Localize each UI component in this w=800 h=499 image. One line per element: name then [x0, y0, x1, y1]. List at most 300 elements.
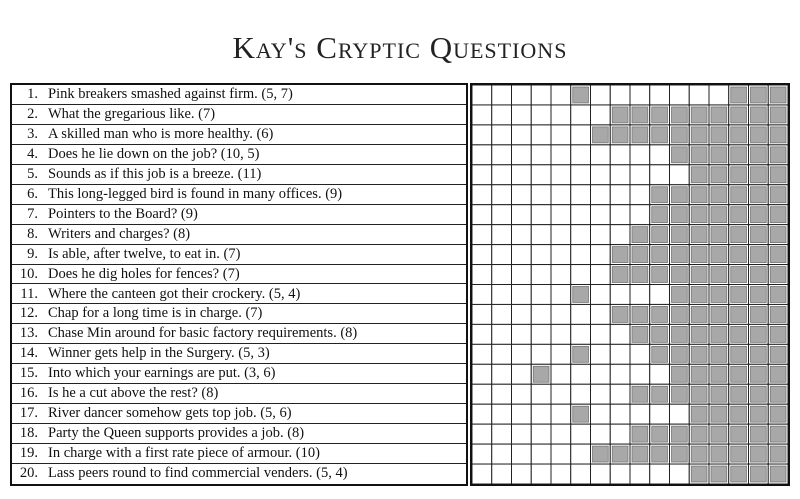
grid-cell[interactable] — [610, 225, 630, 245]
grid-cell[interactable] — [512, 225, 532, 245]
page-title: Kay's Cryptic Questions — [232, 30, 568, 65]
grid-cell[interactable] — [472, 364, 492, 384]
grid-cell[interactable] — [551, 125, 571, 145]
shaded-cell — [711, 127, 727, 143]
shaded-cell — [672, 267, 688, 283]
grid-cell[interactable] — [512, 125, 532, 145]
shaded-cell — [691, 446, 707, 462]
shaded-cell — [691, 107, 707, 123]
clue-number: 6. — [27, 185, 38, 202]
grid-cell[interactable] — [472, 265, 492, 285]
clue-number: 7. — [27, 205, 38, 222]
grid-cell[interactable] — [591, 324, 611, 344]
grid-cell[interactable] — [650, 404, 670, 424]
grid-cell[interactable] — [591, 225, 611, 245]
shaded-cell — [731, 406, 747, 422]
grid-cell[interactable] — [670, 85, 690, 105]
grid-cell[interactable] — [512, 165, 532, 185]
shaded-cell — [632, 247, 648, 263]
grid-cell[interactable] — [472, 285, 492, 305]
shaded-cell — [652, 326, 668, 342]
grid-cell[interactable] — [591, 424, 611, 444]
shaded-cell — [731, 466, 747, 482]
shaded-cell — [751, 167, 767, 183]
grid-cell[interactable] — [512, 324, 532, 344]
grid-cell[interactable] — [610, 185, 630, 205]
grid-cell[interactable] — [472, 105, 492, 125]
clue-text: Pointers to the Board? (9) — [48, 205, 198, 222]
grid-cell[interactable] — [492, 364, 512, 384]
grid-cell[interactable] — [650, 165, 670, 185]
shaded-cell — [751, 87, 767, 103]
clue-text: This long-legged bird is found in many offices. (9) — [48, 185, 343, 202]
shaded-cell — [691, 267, 707, 283]
grid-cell[interactable] — [492, 165, 512, 185]
grid-cell[interactable] — [512, 105, 532, 125]
shaded-cell — [672, 426, 688, 442]
grid-cell[interactable] — [472, 85, 492, 105]
clue-row — [12, 285, 466, 305]
shaded-cell — [731, 267, 747, 283]
grid-cell[interactable] — [531, 344, 551, 364]
shaded-cell — [770, 306, 786, 322]
clue-row — [12, 145, 466, 165]
grid-cell[interactable] — [591, 404, 611, 424]
shaded-cell — [770, 227, 786, 243]
grid-cell[interactable] — [610, 205, 630, 225]
grid-cell[interactable] — [531, 125, 551, 145]
grid-cell[interactable] — [492, 285, 512, 305]
shaded-cell — [770, 386, 786, 402]
shaded-cell — [751, 426, 767, 442]
shaded-cell — [672, 306, 688, 322]
shaded-cell — [770, 147, 786, 163]
grid-cell[interactable] — [571, 424, 591, 444]
clue-row — [12, 304, 466, 324]
shaded-cell — [731, 386, 747, 402]
grid-cell[interactable] — [610, 384, 630, 404]
shaded-cell — [672, 446, 688, 462]
shaded-cell — [731, 287, 747, 303]
grid-svg — [472, 85, 788, 484]
clue-number: 15. — [19, 365, 38, 382]
grid-cell[interactable] — [591, 265, 611, 285]
shaded-cell — [751, 306, 767, 322]
grid-cell[interactable] — [571, 185, 591, 205]
shaded-cell — [731, 346, 747, 362]
grid-cell[interactable] — [591, 105, 611, 125]
grid-cell[interactable] — [531, 205, 551, 225]
grid-cell[interactable] — [492, 384, 512, 404]
grid-cell[interactable] — [492, 424, 512, 444]
grid-cell[interactable] — [551, 105, 571, 125]
shaded-cell — [731, 147, 747, 163]
clue-row — [12, 364, 466, 384]
grid-cell[interactable] — [571, 444, 591, 464]
grid-cell[interactable] — [610, 464, 630, 484]
grid-cell[interactable] — [591, 245, 611, 265]
shaded-cell — [691, 326, 707, 342]
grid-cell[interactable] — [551, 404, 571, 424]
shaded-cell — [770, 267, 786, 283]
shaded-cell — [632, 267, 648, 283]
grid-cell[interactable] — [630, 364, 650, 384]
clue-text: A skilled man who is more healthy. (6) — [48, 125, 274, 142]
clue-number: 10. — [19, 265, 38, 282]
grid-cell[interactable] — [531, 165, 551, 185]
grid-cell[interactable] — [630, 205, 650, 225]
clue-row — [12, 424, 466, 444]
shaded-cell — [751, 366, 767, 382]
shaded-cell — [770, 167, 786, 183]
grid-cell[interactable] — [531, 105, 551, 125]
shaded-cell — [652, 127, 668, 143]
grid-cell[interactable] — [610, 364, 630, 384]
clue-text: Sounds as if this job is a breeze. (11) — [48, 165, 262, 182]
shaded-cell — [711, 366, 727, 382]
grid-cell[interactable] — [571, 245, 591, 265]
shaded-cell — [632, 306, 648, 322]
grid-cell[interactable] — [492, 344, 512, 364]
grid-cell[interactable] — [571, 125, 591, 145]
grid-cell[interactable] — [472, 344, 492, 364]
grid-cell[interactable] — [571, 165, 591, 185]
grid-cell[interactable] — [591, 344, 611, 364]
grid-cell[interactable] — [591, 85, 611, 105]
clue-text: Is able, after twelve, to eat in. (7) — [48, 245, 241, 262]
shaded-cell — [632, 227, 648, 243]
grid-cell[interactable] — [571, 145, 591, 165]
grid-cell[interactable] — [551, 185, 571, 205]
clue-number: 19. — [19, 445, 38, 462]
grid-cell[interactable] — [531, 424, 551, 444]
clue-text: What the gregarious like. (7) — [48, 105, 216, 122]
shaded-cell — [672, 227, 688, 243]
clue-row — [12, 105, 466, 125]
grid-cell[interactable] — [551, 145, 571, 165]
shaded-cell — [711, 466, 727, 482]
grid-cell[interactable] — [551, 245, 571, 265]
grid-cell[interactable] — [531, 85, 551, 105]
grid-cell[interactable] — [492, 205, 512, 225]
grid-cell[interactable] — [630, 464, 650, 484]
shaded-cell — [751, 386, 767, 402]
grid-cell[interactable] — [531, 404, 551, 424]
grid-cell[interactable] — [610, 344, 630, 364]
grid-cell[interactable] — [531, 245, 551, 265]
grid-cell[interactable] — [531, 324, 551, 344]
grid-cell[interactable] — [472, 424, 492, 444]
grid-cell[interactable] — [492, 324, 512, 344]
clue-text: Writers and charges? (8) — [48, 225, 191, 242]
grid-cell[interactable] — [472, 205, 492, 225]
grid-cell[interactable] — [551, 85, 571, 105]
grid-cell[interactable] — [610, 145, 630, 165]
shaded-cell — [751, 107, 767, 123]
grid-cell[interactable] — [551, 205, 571, 225]
grid-cell[interactable] — [571, 464, 591, 484]
grid-cell[interactable] — [472, 245, 492, 265]
grid-cell[interactable] — [610, 324, 630, 344]
shaded-cell — [612, 107, 628, 123]
shaded-cell — [751, 267, 767, 283]
shaded-cell — [731, 247, 747, 263]
grid-cell[interactable] — [709, 85, 729, 105]
clue-list — [10, 83, 468, 486]
grid-cell[interactable] — [551, 464, 571, 484]
grid-cell[interactable] — [591, 185, 611, 205]
clue-number: 5. — [27, 165, 38, 182]
shaded-cell — [672, 247, 688, 263]
shaded-cell — [711, 227, 727, 243]
grid-cell[interactable] — [630, 85, 650, 105]
grid-cell[interactable] — [472, 145, 492, 165]
grid-cell[interactable] — [571, 205, 591, 225]
shaded-cell — [691, 127, 707, 143]
grid-cell[interactable] — [689, 85, 709, 105]
grid-cell[interactable] — [512, 245, 532, 265]
grid-cell[interactable] — [512, 205, 532, 225]
shaded-cell — [731, 426, 747, 442]
grid-cell[interactable] — [531, 464, 551, 484]
shaded-cell — [751, 466, 767, 482]
shaded-cell — [652, 386, 668, 402]
grid-cell[interactable] — [531, 145, 551, 165]
shaded-cell — [652, 207, 668, 223]
shaded-cell — [711, 426, 727, 442]
shaded-cell — [711, 247, 727, 263]
grid-cell[interactable] — [630, 145, 650, 165]
clue-number: 11. — [20, 285, 38, 302]
grid-cell[interactable] — [472, 125, 492, 145]
grid-cell[interactable] — [512, 145, 532, 165]
shaded-cell — [612, 306, 628, 322]
grid-cell[interactable] — [472, 165, 492, 185]
grid-cell[interactable] — [571, 265, 591, 285]
clue-row — [12, 464, 466, 484]
shaded-cell — [711, 346, 727, 362]
shaded-cell — [691, 426, 707, 442]
clue-number: 17. — [19, 405, 38, 422]
grid-cell[interactable] — [571, 304, 591, 324]
grid-cell[interactable] — [531, 304, 551, 324]
grid-cell[interactable] — [551, 304, 571, 324]
clue-row — [12, 404, 466, 424]
shaded-cell — [731, 187, 747, 203]
shaded-cell — [770, 287, 786, 303]
clue-number: 1. — [27, 86, 38, 102]
grid-cell[interactable] — [492, 85, 512, 105]
grid-cell[interactable] — [492, 464, 512, 484]
shaded-cell — [731, 227, 747, 243]
grid-cell[interactable] — [591, 364, 611, 384]
shaded-cell — [691, 147, 707, 163]
grid-cell[interactable] — [591, 304, 611, 324]
shaded-cell — [770, 426, 786, 442]
grid-cell[interactable] — [472, 324, 492, 344]
shaded-cell — [691, 466, 707, 482]
grid-cell[interactable] — [492, 145, 512, 165]
shaded-cell — [593, 127, 609, 143]
grid-cell[interactable] — [551, 444, 571, 464]
grid-cell[interactable] — [492, 404, 512, 424]
grid-cell[interactable] — [630, 185, 650, 205]
grid-cell[interactable] — [512, 464, 532, 484]
grid-cell[interactable] — [531, 384, 551, 404]
grid-cell[interactable] — [591, 285, 611, 305]
grid-cell[interactable] — [591, 205, 611, 225]
grid-cell[interactable] — [512, 304, 532, 324]
shaded-cell — [652, 267, 668, 283]
grid-cell[interactable] — [531, 285, 551, 305]
grid-cell[interactable] — [531, 265, 551, 285]
grid-cell[interactable] — [571, 105, 591, 125]
grid-cell[interactable] — [472, 444, 492, 464]
shaded-cell — [770, 107, 786, 123]
grid-cell[interactable] — [551, 384, 571, 404]
grid-cell[interactable] — [630, 285, 650, 305]
grid-cell[interactable] — [610, 404, 630, 424]
grid-cell[interactable] — [551, 265, 571, 285]
shaded-cell — [711, 446, 727, 462]
shaded-cell — [652, 346, 668, 362]
grid-cell[interactable] — [472, 304, 492, 324]
grid-cell[interactable] — [670, 464, 690, 484]
grid-cell[interactable] — [512, 384, 532, 404]
grid-cell[interactable] — [650, 464, 670, 484]
grid-cell[interactable] — [472, 384, 492, 404]
grid-cell[interactable] — [472, 185, 492, 205]
shaded-cell — [652, 227, 668, 243]
clue-text: Party the Queen supports provides a job. (8) — [48, 425, 305, 442]
clue-row — [12, 185, 466, 205]
grid-cell[interactable] — [512, 85, 532, 105]
shaded-cell — [711, 386, 727, 402]
grid-cell[interactable] — [531, 225, 551, 245]
grid-cell[interactable] — [591, 384, 611, 404]
grid-cell[interactable] — [492, 125, 512, 145]
grid-cell[interactable] — [492, 105, 512, 125]
grid-cell[interactable] — [492, 185, 512, 205]
grid-cell[interactable] — [610, 165, 630, 185]
grid-cell[interactable] — [512, 364, 532, 384]
shaded-cell — [731, 107, 747, 123]
clue-row — [12, 245, 466, 265]
clue-row — [12, 324, 466, 344]
grid-cell[interactable] — [610, 85, 630, 105]
grid-cell[interactable] — [512, 444, 532, 464]
grid-cell[interactable] — [571, 225, 591, 245]
grid-cell[interactable] — [512, 185, 532, 205]
grid-cell[interactable] — [610, 285, 630, 305]
grid-cell[interactable] — [571, 324, 591, 344]
grid-cell[interactable] — [551, 285, 571, 305]
shaded-cell — [770, 366, 786, 382]
shaded-cell — [652, 306, 668, 322]
grid-cell[interactable] — [670, 165, 690, 185]
grid-cell[interactable] — [571, 384, 591, 404]
shaded-cell — [731, 87, 747, 103]
shaded-cell — [632, 386, 648, 402]
shaded-cell — [770, 87, 786, 103]
shaded-cell — [672, 207, 688, 223]
shaded-cell — [731, 207, 747, 223]
shaded-cell — [672, 346, 688, 362]
grid-cell[interactable] — [512, 424, 532, 444]
shaded-cell — [751, 247, 767, 263]
grid-cell[interactable] — [531, 185, 551, 205]
grid-cell[interactable] — [551, 344, 571, 364]
grid-cell[interactable] — [551, 165, 571, 185]
grid-cell[interactable] — [472, 225, 492, 245]
shaded-cell — [672, 127, 688, 143]
grid-cell[interactable] — [512, 265, 532, 285]
shaded-cell — [770, 406, 786, 422]
shaded-cell — [691, 406, 707, 422]
grid-cell[interactable] — [492, 304, 512, 324]
grid-cell[interactable] — [630, 344, 650, 364]
grid-cell[interactable] — [571, 364, 591, 384]
shaded-cell — [711, 147, 727, 163]
grid-cell[interactable] — [630, 404, 650, 424]
grid-cell[interactable] — [650, 145, 670, 165]
grid-cell[interactable] — [610, 424, 630, 444]
grid-cell[interactable] — [492, 444, 512, 464]
grid-cell[interactable] — [650, 85, 670, 105]
clue-number: 9. — [27, 245, 38, 262]
shaded-cell — [573, 87, 589, 103]
grid-cell[interactable] — [591, 145, 611, 165]
grid-cell[interactable] — [512, 404, 532, 424]
grid-cell[interactable] — [531, 444, 551, 464]
clue-text: Chase Min around for basic factory requirements. (8) — [48, 325, 358, 342]
clue-row — [12, 444, 466, 464]
grid-cell[interactable] — [551, 364, 571, 384]
shaded-cell — [711, 306, 727, 322]
grid-cell[interactable] — [630, 165, 650, 185]
clue-row — [12, 265, 466, 285]
clue-number: 16. — [19, 385, 38, 402]
grid-cell[interactable] — [472, 404, 492, 424]
clue-row — [12, 384, 466, 404]
shaded-cell — [770, 207, 786, 223]
shaded-cell — [691, 366, 707, 382]
grid-cell[interactable] — [492, 225, 512, 245]
grid-cell[interactable] — [591, 464, 611, 484]
clue-text: Chap for a long time is in charge. (7) — [48, 305, 263, 322]
clue-text: Into which your earnings are put. (3, 6) — [48, 365, 276, 382]
grid-cell[interactable] — [670, 404, 690, 424]
grid-cell[interactable] — [512, 344, 532, 364]
clue-text: Lass peers round to find commercial venders. (5, 4) — [48, 465, 348, 482]
grid-cell[interactable] — [551, 424, 571, 444]
shaded-cell — [770, 346, 786, 362]
grid-cell[interactable] — [492, 245, 512, 265]
shaded-cell — [632, 127, 648, 143]
grid-cell[interactable] — [551, 225, 571, 245]
grid-cell[interactable] — [512, 285, 532, 305]
grid-cell[interactable] — [591, 165, 611, 185]
grid-cell[interactable] — [472, 464, 492, 484]
shaded-cell — [770, 446, 786, 462]
grid-cell[interactable] — [650, 285, 670, 305]
shaded-cell — [731, 366, 747, 382]
grid-cell[interactable] — [492, 265, 512, 285]
grid-cell[interactable] — [650, 364, 670, 384]
shaded-cell — [632, 107, 648, 123]
clue-row — [12, 165, 466, 185]
grid-cell[interactable] — [551, 324, 571, 344]
